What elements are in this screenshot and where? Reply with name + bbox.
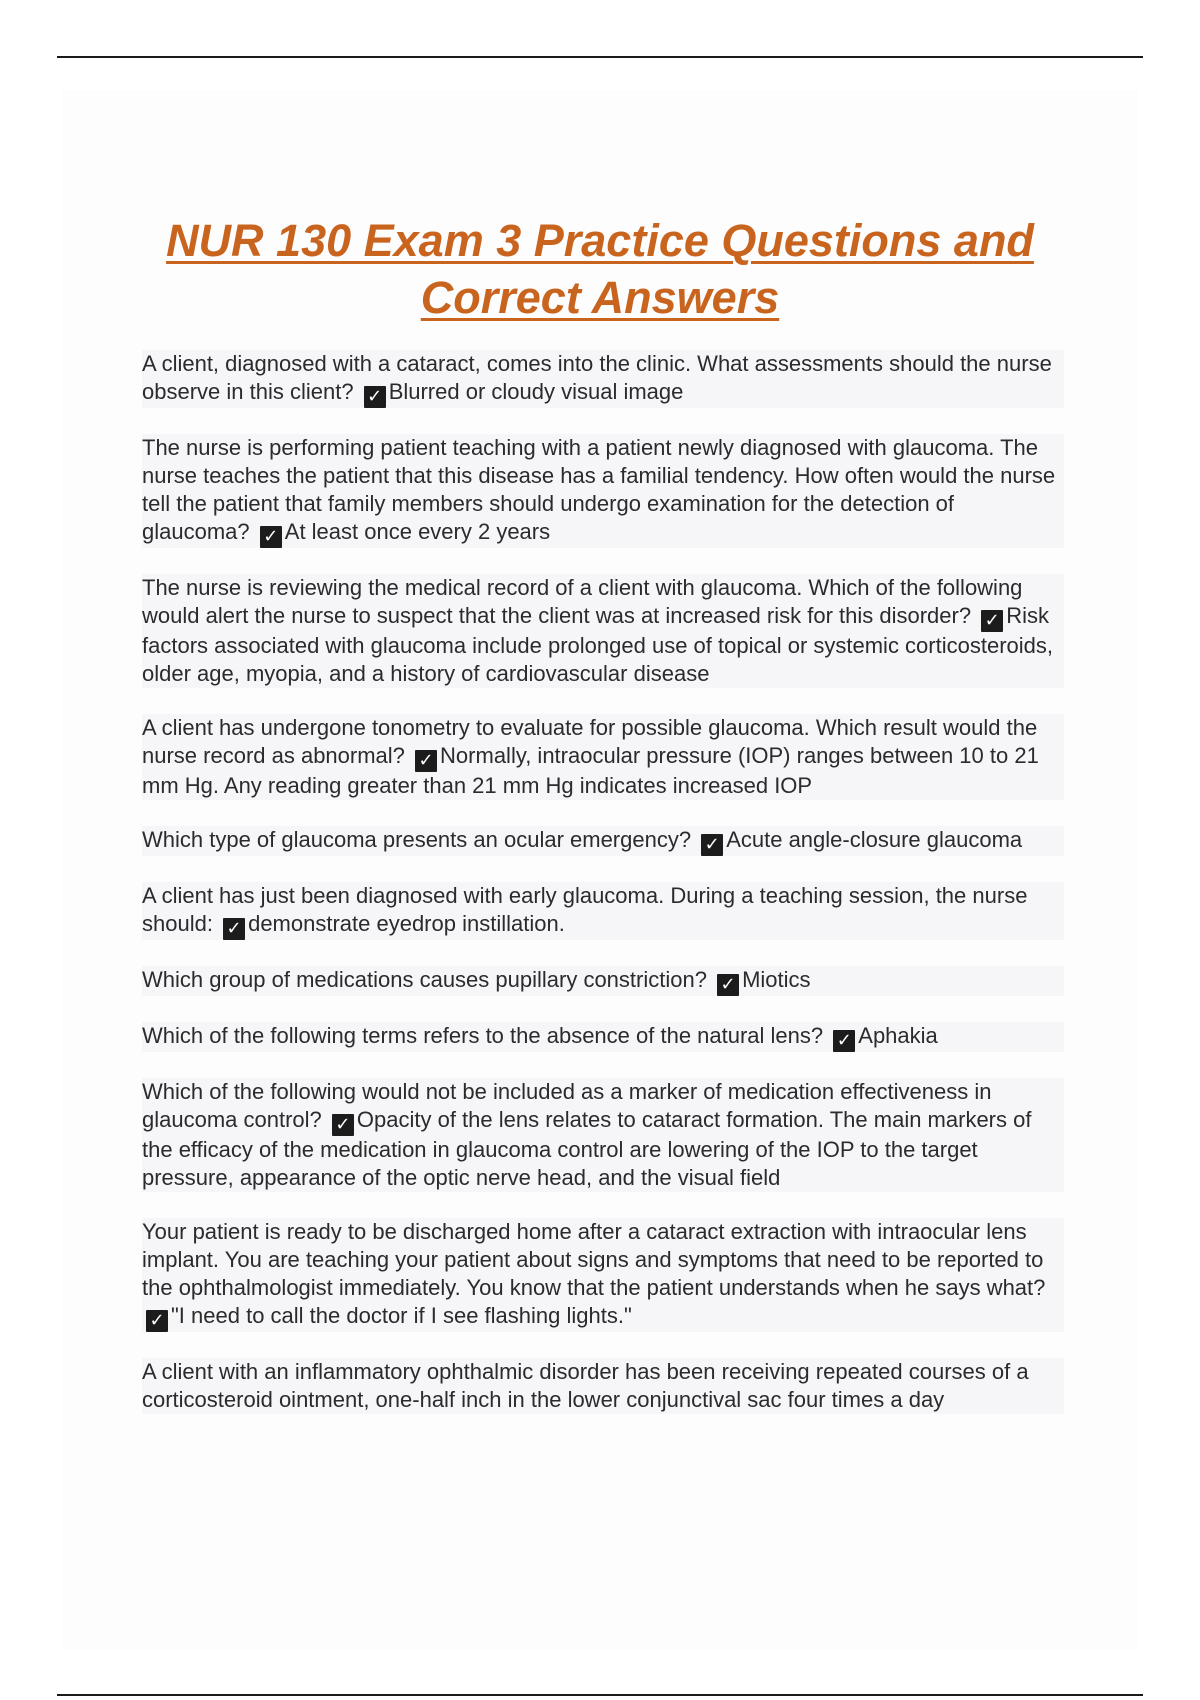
- qa-item-4: [142, 714, 1064, 800]
- question-text: A client has undergone tonometry to evaluate for possible glaucoma. Which result would the nurse record as abnormal?: [142, 715, 1038, 768]
- checkmark-icon: ✓: [701, 834, 723, 856]
- checkmark-icon: ✓: [415, 750, 437, 772]
- answer-text: Risk factors associated with glaucoma include prolonged use of topical or systemic corticosteroids, older age, myopia, and a history of cardiovascular disease: [142, 603, 1054, 686]
- checkmark-icon: ✓: [332, 1114, 354, 1136]
- checkmark-icon: ✓: [260, 526, 282, 548]
- question-text: Which of the following terms refers to the absence of the natural lens?: [142, 1023, 824, 1048]
- question-text: Which of the following would not be included as a marker of medication effectiveness in glaucoma control?: [142, 1079, 992, 1132]
- answer-text: Normally, intraocular pressure (IOP) ranges between 10 to 21 mm Hg. Any reading greater than 21 mm Hg indicates increased IOP: [142, 743, 1039, 798]
- question-text: The nurse is performing patient teaching with a patient newly diagnosed with glaucoma. The nurse teaches the patient that this disease has a familial tendency. How often would the nurse tell the patient that family members should undergo examination for the detection of glaucoma?: [142, 435, 1056, 544]
- title-line-2: Correct Answers: [420, 272, 780, 323]
- checkmark-icon: ✓: [223, 918, 245, 940]
- question-text: Which group of medications causes pupillary constriction?: [142, 967, 707, 992]
- qa-item-9: [142, 1078, 1064, 1192]
- title-line-1: NUR 130 Exam 3 Practice Questions and: [166, 215, 1034, 266]
- qa-item-3: [142, 574, 1064, 688]
- checkmark-icon: ✓: [981, 610, 1003, 632]
- checkmark-icon: ✓: [146, 1310, 168, 1332]
- qa-item-7: [142, 966, 1064, 996]
- qa-item-11-question: [142, 1358, 1064, 1414]
- qa-item-1: [142, 350, 1064, 408]
- answer-text: Aphakia: [858, 1023, 938, 1048]
- document-title: [130, 212, 1070, 326]
- qa-item-10: [142, 1218, 1064, 1332]
- question-answer-list: [142, 350, 1064, 1414]
- answer-text: At least once every 2 years: [284, 519, 551, 544]
- answer-text: demonstrate eyedrop instillation.: [248, 911, 565, 936]
- answer-text: "I need to call the doctor if I see flashing lights.": [171, 1303, 632, 1328]
- question-text: Which type of glaucoma presents an ocular emergency?: [142, 827, 692, 852]
- bottom-rule: [57, 1694, 1143, 1696]
- checkmark-icon: ✓: [717, 974, 739, 996]
- checkmark-icon: ✓: [364, 386, 386, 408]
- qa-item-6: [142, 882, 1064, 940]
- top-rule: [57, 56, 1143, 58]
- qa-item-5: [142, 826, 1064, 856]
- question-text: A client with an inflammatory ophthalmic disorder has been receiving repeated courses of a corticosteroid ointment, one-half inch in the lower conjunctival sac four times a day: [142, 1359, 1029, 1412]
- question-text: The nurse is reviewing the medical record of a client with glaucoma. Which of the following would alert the nurse to suspect that the client was at increased risk for this disorder?: [142, 575, 1023, 628]
- question-text: A client has just been diagnosed with early glaucoma. During a teaching session, the nurse should:: [142, 883, 1028, 936]
- qa-item-8: [142, 1022, 1064, 1052]
- answer-text: Miotics: [742, 967, 811, 992]
- answer-text: Acute angle-closure glaucoma: [726, 827, 1023, 852]
- qa-item-2: [142, 434, 1064, 548]
- answer-text: Opacity of the lens relates to cataract formation. The main markers of the efficacy of the medication in glaucoma control are lowering of the IOP to the target pressure, appearance of the optic nerve head, and the visual field: [142, 1107, 1032, 1190]
- checkmark-icon: ✓: [833, 1030, 855, 1052]
- question-text: Your patient is ready to be discharged home after a cataract extraction with intraocular lens implant. You are teaching your patient about signs and symptoms that need to be reported to the ophthalmologist immediately. You know that the patient understands when he says what?: [142, 1219, 1046, 1300]
- answer-text: Blurred or cloudy visual image: [388, 379, 684, 404]
- question-text: A client, diagnosed with a cataract, comes into the clinic. What assessments should the nurse observe in this client?: [142, 351, 1052, 404]
